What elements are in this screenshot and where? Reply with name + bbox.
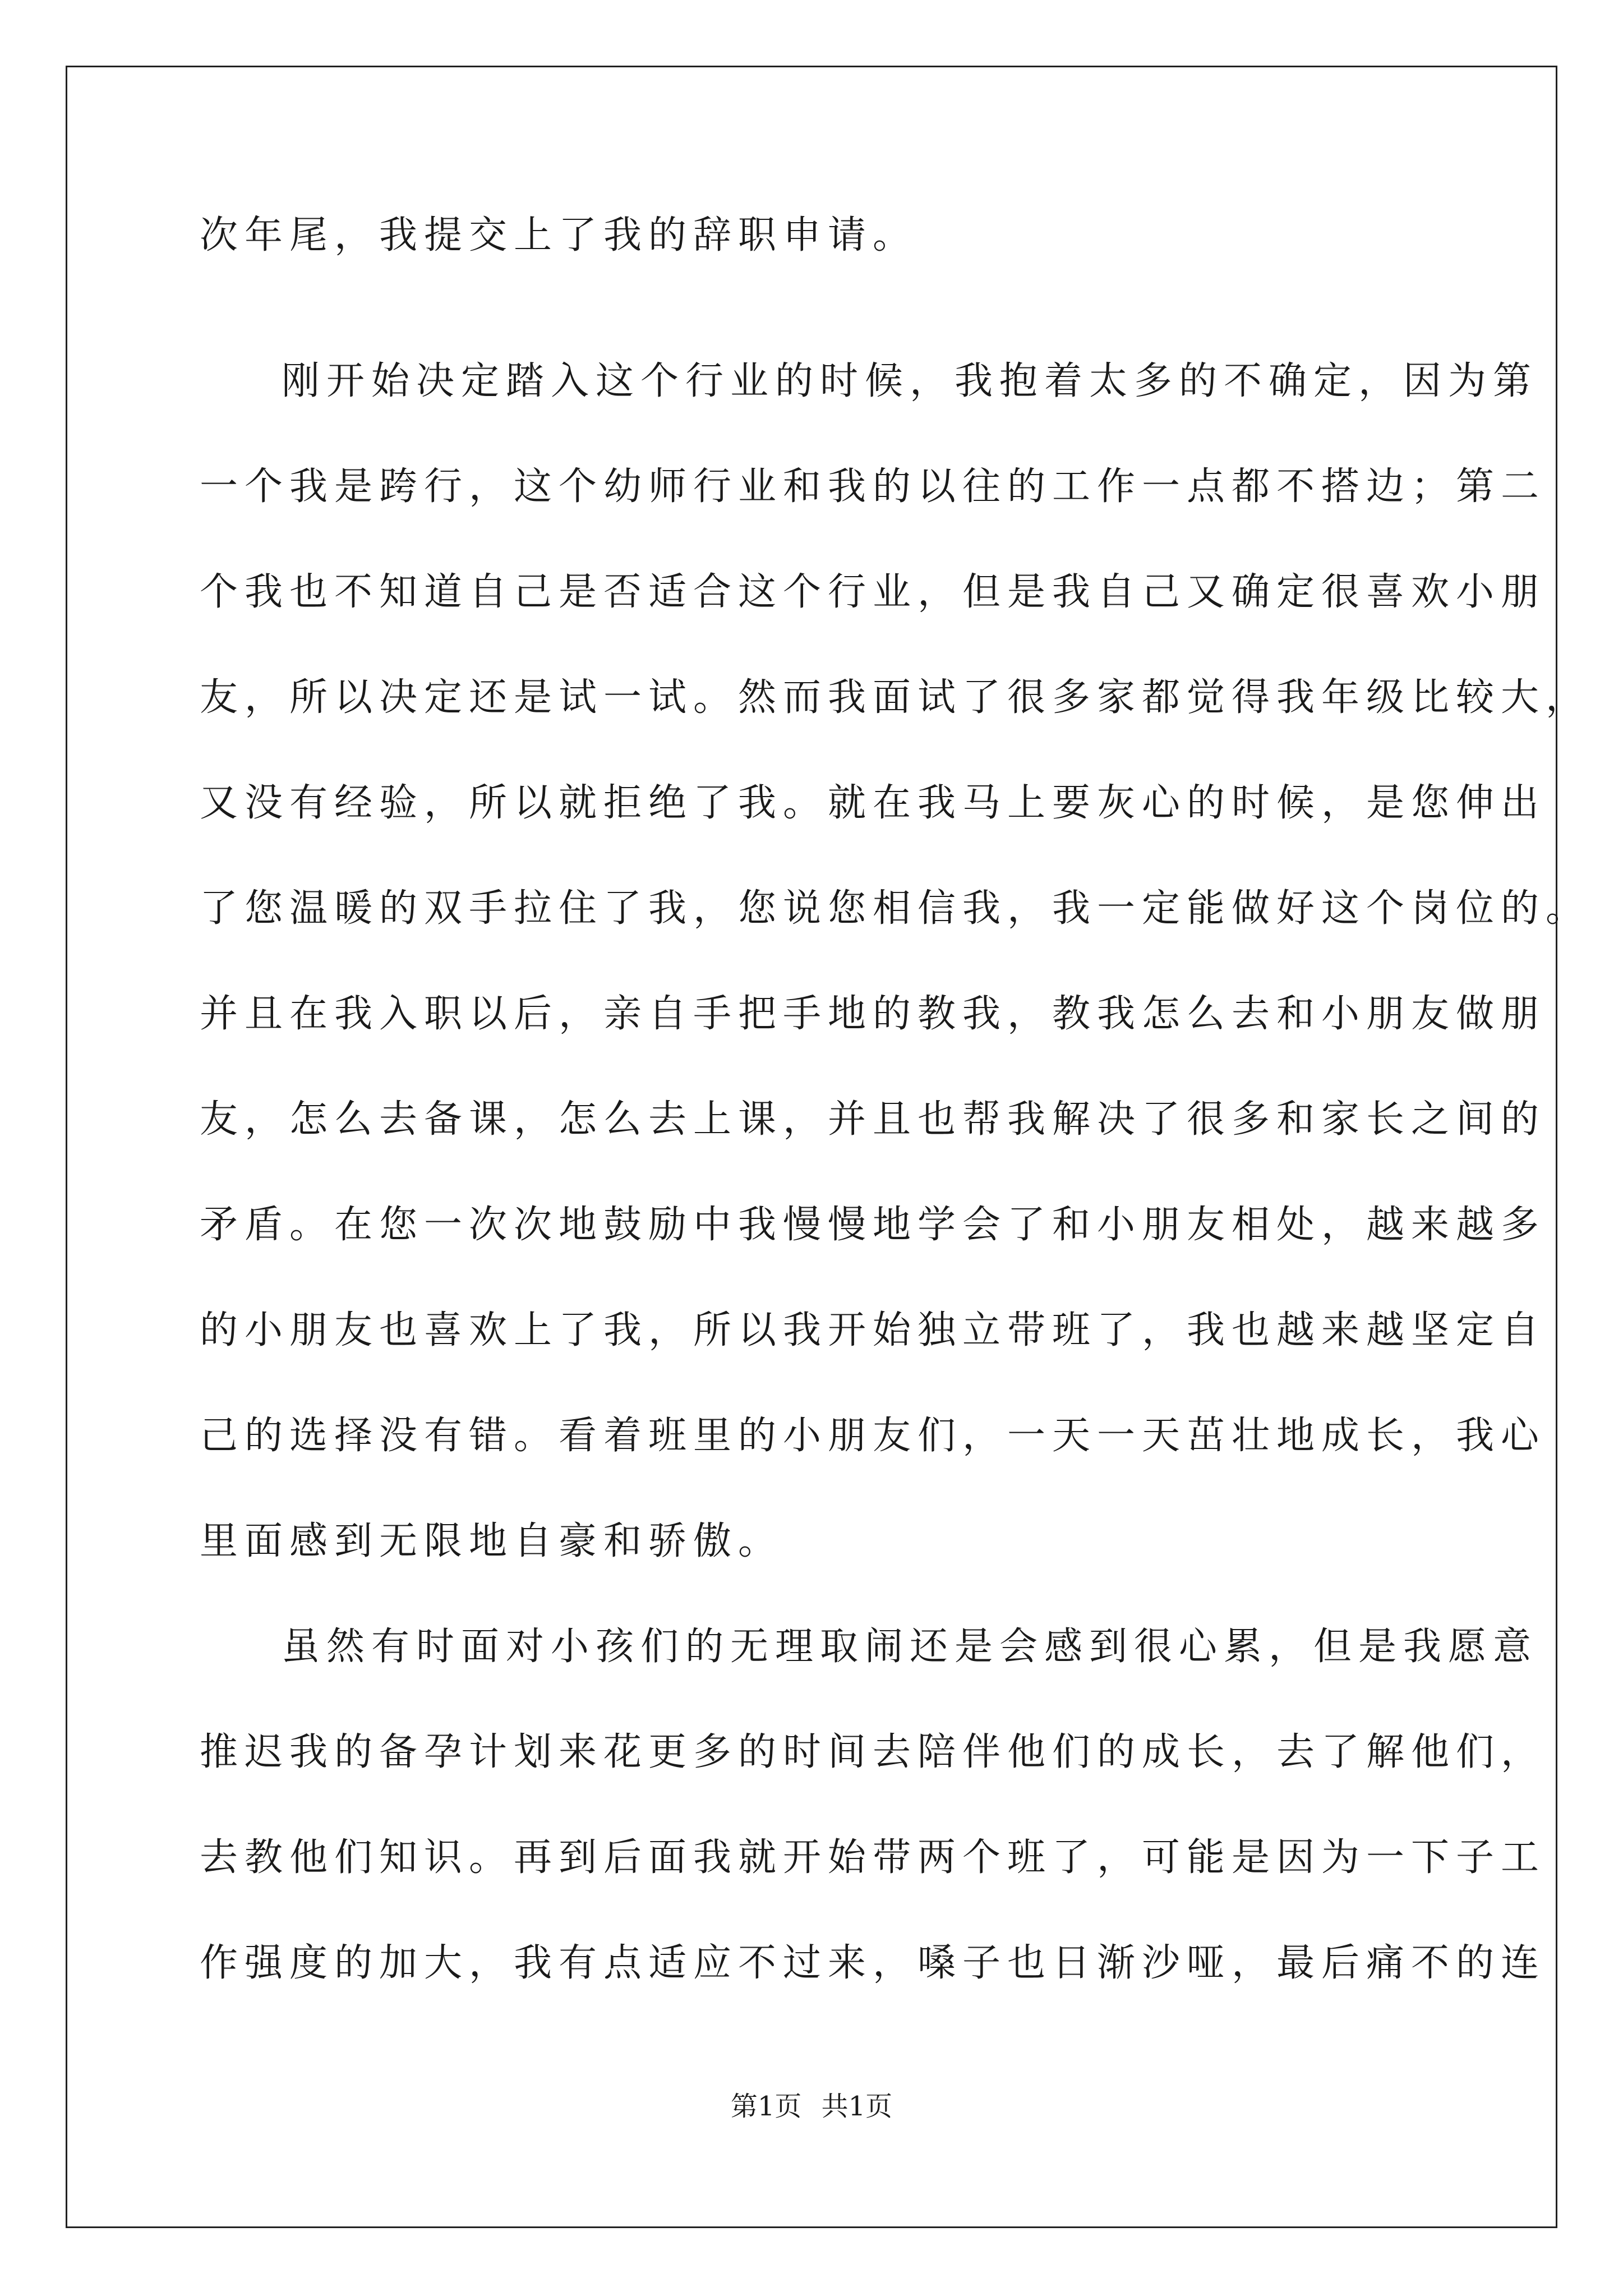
text-line: 了您温暖的双手拉住了我，您说您相信我，我一定能做好这个岗位的。 [200, 886, 1591, 931]
text-line: 一个我是跨行，这个幼师行业和我的以往的工作一点都不搭边；第二 [200, 464, 1546, 509]
text-line: 次年尾，我提交上了我的辞职申请。 [200, 213, 918, 257]
paragraph-start-line: 刚开始决定踏入这个行业的时候，我抱着太多的不确定，因为第 [282, 359, 1538, 403]
text-line: 推迟我的备孕计划来花更多的时间去陪伴他们的成长，去了解他们， [200, 1730, 1546, 1774]
text-line: 去教他们知识。再到后面我就开始带两个班了，可能是因为一下子工 [200, 1835, 1546, 1880]
text-line: 友，怎么去备课，怎么去上课，并且也帮我解决了很多和家长之间的 [200, 1097, 1546, 1142]
text-line: 作强度的加大，我有点适应不过来，嗓子也日渐沙哑，最后痛不的连 [200, 1941, 1546, 1985]
text-line: 友，所以决定还是试一试。然而我面试了很多家都觉得我年级比较大， [200, 675, 1591, 720]
text-line: 里面感到无限地自豪和骄傲。 [200, 1519, 783, 1563]
text-line: 个我也不知道自己是否适合这个行业，但是我自己又确定很喜欢小朋 [200, 570, 1546, 614]
page-total: 共1页 [821, 2091, 893, 2122]
text-line: 的小朋友也喜欢上了我，所以我开始独立带班了，我也越来越坚定自 [200, 1308, 1546, 1352]
text-line: 矛盾。在您一次次地鼓励中我慢慢地学会了和小朋友相处，越来越多 [200, 1203, 1546, 1247]
text-line: 并且在我入职以后，亲自手把手地的教我，教我怎么去和小朋友做朋 [200, 992, 1546, 1036]
document-body [200, 208, 1591, 2016]
page-footer [0, 2090, 1623, 2123]
text-line: 己的选择没有错。看着班里的小朋友们，一天一天茁壮地成长，我心 [200, 1414, 1546, 1458]
text-line: 又没有经验，所以就拒绝了我。就在我马上要灰心的时候，是您伸出 [200, 781, 1546, 825]
paragraph-start-line: 虽然有时面对小孩们的无理取闹还是会感到很心累，但是我愿意 [282, 1625, 1538, 1669]
page-number: 第1页 [730, 2091, 802, 2122]
